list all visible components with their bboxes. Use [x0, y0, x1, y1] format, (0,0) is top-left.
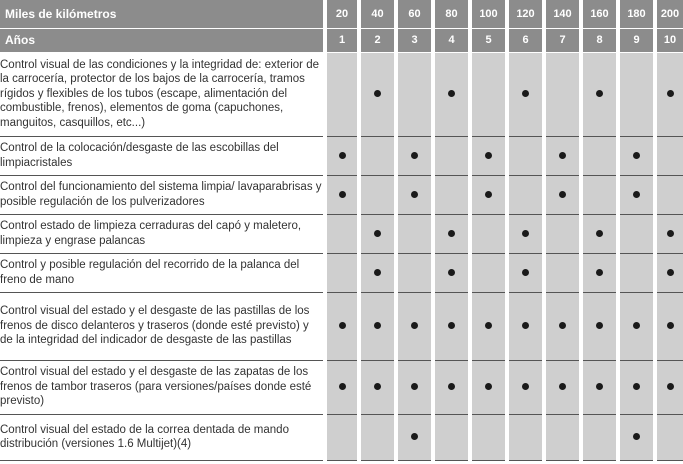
- interval-cell: [359, 360, 396, 414]
- year-header-cell: 3: [396, 28, 433, 52]
- interval-cell: [325, 292, 359, 360]
- interval-cell: [359, 175, 396, 214]
- interval-cell: [581, 52, 618, 136]
- table-row: [0, 52, 683, 136]
- bullet-dot-icon: [448, 90, 455, 97]
- bullet-dot-icon: [667, 322, 674, 329]
- interval-cell: [507, 136, 544, 175]
- interval-cell: [618, 414, 655, 460]
- interval-cell: [325, 52, 359, 136]
- interval-cell: [359, 136, 396, 175]
- bullet-dot-icon: [596, 90, 603, 97]
- interval-cell: [433, 414, 470, 460]
- interval-cell: [359, 292, 396, 360]
- interval-cell: [470, 52, 507, 136]
- bullet-dot-icon: [411, 322, 418, 329]
- table-row: [0, 292, 683, 360]
- bullet-dot-icon: [485, 322, 492, 329]
- interval-cell: [581, 175, 618, 214]
- bullet-dot-icon: [448, 383, 455, 390]
- bullet-dot-icon: [374, 230, 381, 237]
- interval-cell: [507, 360, 544, 414]
- interval-cell: [655, 414, 683, 460]
- interval-cell: [618, 292, 655, 360]
- interval-cell: [396, 136, 433, 175]
- bullet-dot-icon: [522, 90, 529, 97]
- interval-cell: [507, 175, 544, 214]
- interval-cell: [325, 136, 359, 175]
- interval-cell: [470, 292, 507, 360]
- interval-cell: [433, 175, 470, 214]
- bullet-dot-icon: [485, 383, 492, 390]
- km-header-row: [0, 0, 683, 28]
- years-header-row: [0, 28, 683, 52]
- year-header-cell: 8: [581, 28, 618, 52]
- interval-cell: [396, 253, 433, 292]
- task-description: Control visual del estado y el desgaste de las pastillas de los frenos de disco delanteros y traseros (donde esté previsto) y de la integridad del indicador de desgaste de las pastillas: [0, 292, 325, 360]
- bullet-dot-icon: [667, 230, 674, 237]
- interval-cell: [433, 136, 470, 175]
- bullet-dot-icon: [633, 152, 640, 159]
- table-row: [0, 414, 683, 460]
- interval-cell: [325, 253, 359, 292]
- interval-cell: [507, 52, 544, 136]
- interval-cell: [581, 253, 618, 292]
- bullet-dot-icon: [633, 191, 640, 198]
- table-row: [0, 214, 683, 253]
- interval-cell: [618, 253, 655, 292]
- bullet-dot-icon: [596, 230, 603, 237]
- km-header-cell: 200: [655, 0, 683, 28]
- bullet-dot-icon: [339, 191, 346, 198]
- maintenance-rows: [0, 52, 683, 460]
- interval-cell: [581, 414, 618, 460]
- interval-cell: [655, 214, 683, 253]
- bullet-dot-icon: [485, 152, 492, 159]
- interval-cell: [470, 253, 507, 292]
- km-header-cell: 20: [325, 0, 359, 28]
- km-header-cell: 60: [396, 0, 433, 28]
- interval-cell: [359, 253, 396, 292]
- year-header-cell: 1: [325, 28, 359, 52]
- interval-cell: [470, 214, 507, 253]
- interval-cell: [470, 414, 507, 460]
- bullet-dot-icon: [522, 269, 529, 276]
- interval-cell: [618, 214, 655, 253]
- interval-cell: [396, 360, 433, 414]
- bullet-dot-icon: [596, 383, 603, 390]
- interval-cell: [325, 175, 359, 214]
- bullet-dot-icon: [339, 152, 346, 159]
- interval-cell: [396, 414, 433, 460]
- interval-cell: [618, 52, 655, 136]
- interval-cell: [507, 414, 544, 460]
- task-description: Control visual de las condiciones y la integridad de: exterior de la carrocería, protector de los bajos de la carrocería, tramos rígidos y flexibles de los tubos (escape, alimentación del combustible, frenos), elementos de goma (capuchones, manguitos, casquillos, etc...): [0, 52, 325, 136]
- interval-cell: [581, 214, 618, 253]
- task-description: Control visual del estado de la correa dentada de mando distribución (versiones 1.6 Multijet)(4): [0, 414, 325, 460]
- km-header-cell: 80: [433, 0, 470, 28]
- interval-cell: [544, 414, 581, 460]
- interval-cell: [655, 360, 683, 414]
- interval-cell: [618, 360, 655, 414]
- interval-cell: [359, 214, 396, 253]
- year-header-cell: 10: [655, 28, 683, 52]
- interval-cell: [396, 214, 433, 253]
- km-header-cell: 160: [581, 0, 618, 28]
- km-header-cell: 180: [618, 0, 655, 28]
- interval-cell: [433, 52, 470, 136]
- bullet-dot-icon: [596, 269, 603, 276]
- interval-cell: [433, 214, 470, 253]
- year-header-cell: 4: [433, 28, 470, 52]
- bullet-dot-icon: [633, 433, 640, 440]
- interval-cell: [396, 292, 433, 360]
- bullet-dot-icon: [667, 383, 674, 390]
- km-header-label: Miles de kilómetros: [0, 0, 325, 28]
- year-header-cell: 6: [507, 28, 544, 52]
- interval-cell: [359, 414, 396, 460]
- interval-cell: [655, 136, 683, 175]
- bullet-dot-icon: [374, 90, 381, 97]
- km-header-cell: 120: [507, 0, 544, 28]
- interval-cell: [470, 360, 507, 414]
- interval-cell: [655, 292, 683, 360]
- interval-cell: [544, 253, 581, 292]
- table-row: [0, 175, 683, 214]
- km-header-cell: 100: [470, 0, 507, 28]
- table-row: [0, 360, 683, 414]
- interval-cell: [433, 253, 470, 292]
- interval-cell: [581, 360, 618, 414]
- years-header-label: Años: [0, 28, 325, 52]
- interval-cell: [581, 292, 618, 360]
- interval-cell: [544, 360, 581, 414]
- bullet-dot-icon: [411, 383, 418, 390]
- bullet-dot-icon: [411, 433, 418, 440]
- bullet-dot-icon: [559, 152, 566, 159]
- bullet-dot-icon: [339, 383, 346, 390]
- year-header-cell: 2: [359, 28, 396, 52]
- interval-cell: [544, 136, 581, 175]
- bullet-dot-icon: [374, 383, 381, 390]
- task-description: Control y posible regulación del recorrido de la palanca del freno de mano: [0, 253, 325, 292]
- interval-cell: [470, 175, 507, 214]
- interval-cell: [544, 292, 581, 360]
- bullet-dot-icon: [374, 322, 381, 329]
- interval-cell: [433, 360, 470, 414]
- bullet-dot-icon: [633, 322, 640, 329]
- interval-cell: [433, 292, 470, 360]
- km-header-cell: 40: [359, 0, 396, 28]
- bullet-dot-icon: [374, 269, 381, 276]
- bullet-dot-icon: [667, 90, 674, 97]
- bullet-dot-icon: [633, 383, 640, 390]
- bullet-dot-icon: [522, 322, 529, 329]
- bullet-dot-icon: [596, 322, 603, 329]
- task-description: Control del funcionamiento del sistema limpia/ lavaparabrisas y posible regulación de los pulverizadores: [0, 175, 325, 214]
- bullet-dot-icon: [522, 230, 529, 237]
- task-description: Control de la colocación/desgaste de las escobillas del limpiacristales: [0, 136, 325, 175]
- year-header-cell: 9: [618, 28, 655, 52]
- bullet-dot-icon: [448, 322, 455, 329]
- km-header-cell: 140: [544, 0, 581, 28]
- bullet-dot-icon: [411, 191, 418, 198]
- task-description: Control visual del estado y el desgaste de las zapatas de los frenos de tambor traseros (para versiones/países donde esté previsto): [0, 360, 325, 414]
- task-description: Control estado de limpieza cerraduras del capó y maletero, limpieza y engrase palancas: [0, 214, 325, 253]
- interval-cell: [655, 52, 683, 136]
- interval-cell: [396, 52, 433, 136]
- bullet-dot-icon: [559, 322, 566, 329]
- bullet-dot-icon: [339, 322, 346, 329]
- interval-cell: [581, 136, 618, 175]
- bullet-dot-icon: [559, 191, 566, 198]
- table-row: [0, 136, 683, 175]
- interval-cell: [470, 136, 507, 175]
- interval-cell: [544, 175, 581, 214]
- interval-cell: [507, 292, 544, 360]
- bullet-dot-icon: [485, 191, 492, 198]
- bullet-dot-icon: [667, 269, 674, 276]
- bullet-dot-icon: [448, 230, 455, 237]
- interval-cell: [618, 175, 655, 214]
- interval-cell: [507, 253, 544, 292]
- interval-cell: [507, 214, 544, 253]
- interval-cell: [655, 253, 683, 292]
- interval-cell: [655, 175, 683, 214]
- interval-cell: [396, 175, 433, 214]
- interval-cell: [618, 136, 655, 175]
- interval-cell: [359, 52, 396, 136]
- interval-cell: [325, 214, 359, 253]
- bullet-dot-icon: [411, 152, 418, 159]
- interval-cell: [325, 414, 359, 460]
- bullet-dot-icon: [559, 383, 566, 390]
- table-row: [0, 253, 683, 292]
- year-header-cell: 5: [470, 28, 507, 52]
- bullet-dot-icon: [522, 383, 529, 390]
- interval-cell: [544, 52, 581, 136]
- interval-cell: [544, 214, 581, 253]
- interval-cell: [325, 360, 359, 414]
- bullet-dot-icon: [448, 269, 455, 276]
- year-header-cell: 7: [544, 28, 581, 52]
